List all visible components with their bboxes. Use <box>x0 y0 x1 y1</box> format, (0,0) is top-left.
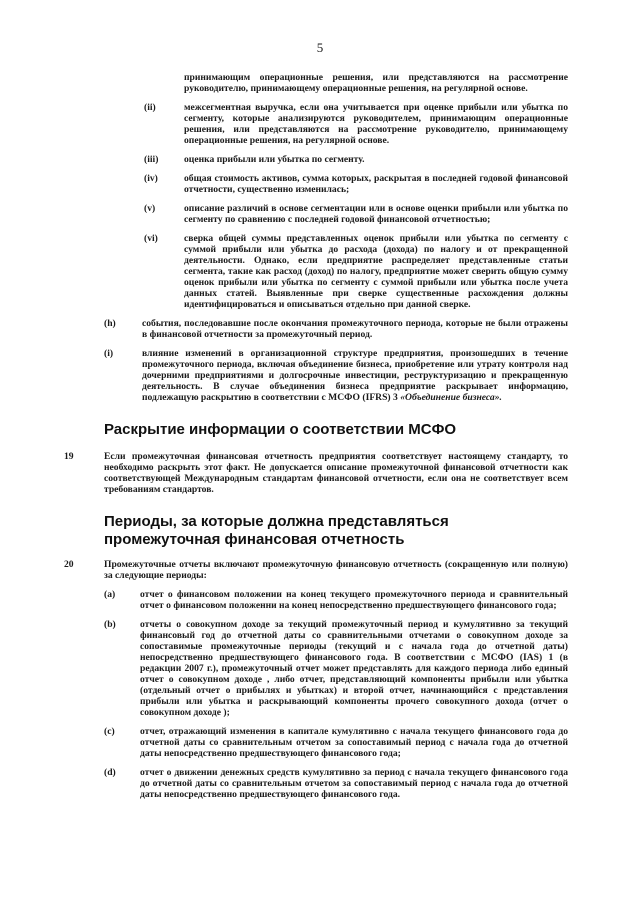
item-text-italic: «Объединение бизнеса». <box>400 392 502 403</box>
section-heading-ifrs-compliance: Раскрытие информации о соответствии МСФО <box>104 421 457 438</box>
sub-item-text: общая стоимость активов, сумма которых, раскрытая в последней годовой финансовой отчетности, существенно изменилась; <box>184 173 568 195</box>
item-text: отчет о движении денежных средств кумулятивно за период с начала текущего финансового года до отчетной даты со сравнительным отчетом за сопоставимый период с начала года до отчетной даты непосредственно предшествующего финансового года. <box>140 767 568 800</box>
page-content <box>0 72 640 800</box>
item-label: (i) <box>104 348 114 359</box>
item-text-main: влияние изменений в организационной структуре предприятия, произошедших в течение промежуточного периода, включая объединение бизнеса, приобретение или утрату контроля над дочерними предприятиями и долгосрочные инвестиции, реструктуризацию и прекращенную деятельность. В случае объединения бизнеса предприятие раскрывает информацию, подлежащую раскрытию в соответствии с МСФО (IFRS) 3 <box>142 348 568 403</box>
paragraph-20 <box>64 559 568 581</box>
item-label: (b) <box>104 619 116 630</box>
item-text <box>142 348 568 403</box>
paragraph-19 <box>64 451 568 495</box>
paragraph-20-item-a <box>104 589 568 611</box>
item-text: отчет, отражающий изменения в капитале кумулятивно с начала текущего финансового года до отчетной даты со сравнительным отчетом за сопоставимый период с начала года до отчетной даты непосредственно предшествующего финансового года; <box>140 726 568 759</box>
paragraph-number: 19 <box>64 451 74 462</box>
sub-item-ii <box>144 102 568 146</box>
sub-item-iii <box>144 154 568 165</box>
sub-item-label: (vi) <box>144 233 158 244</box>
item-label: (h) <box>104 318 116 329</box>
item-text: отчеты о совокупном доходе за текущий промежуточный период и кумулятивно за текущий финансовый год до отчетной даты со сравнительными отчетами о совокупном доходе за сопоставимые промежуточные периоды (текущий и с начала года до отчетной даты) непосредственно предшествующего финансового года. В соответствии с МСФО (IAS) 1 (в редакции 2007 г.), промежуточный отчет может представлять для каждого периода либо единый отчет о совокупном доходе , либо отчет, представляющий компоненты прибыли или убытка (отдельный отчет о прибылях и убытках) и второй отчет, начинающийся с представления прибыли или убытка и раскрывающий компоненты прочего совокупного дохода (отчет о совокупном доходе ); <box>140 619 568 718</box>
item-i <box>104 348 568 403</box>
paragraph-20-item-b <box>104 619 568 718</box>
paragraph-text: Промежуточные отчеты включают промежуточную финансовую отчетность (сокращенную или полную) за следующие периоды: <box>104 559 568 581</box>
item-label: (a) <box>104 589 116 600</box>
sub-item-iv <box>144 173 568 195</box>
sub-item-v <box>144 203 568 225</box>
paragraph-20-item-d <box>104 767 568 800</box>
sub-item-label: (iii) <box>144 154 159 165</box>
sub-item-text: оценка прибыли или убытка по сегменту. <box>184 154 365 165</box>
section-heading-interim-periods: Периоды, за которые должна представляться промежуточная финансовая отчетность <box>104 513 449 548</box>
item-h <box>104 318 568 340</box>
sub-item-text: межсегментная выручка, если она учитывается при оценке прибыли или убытка по сегменту, которые анализируются руководителем, принимающим операционные решения, или представляются на рассмотрение руководителю, принимающему операционные решения, на регулярной основе. <box>184 102 568 146</box>
item-label: (d) <box>104 767 116 778</box>
sub-item-text: описание различий в основе сегментации или в основе оценки прибыли или убытка по сегменту по сравнению с последней годовой финансовой отчетностью; <box>184 203 568 225</box>
page-number: 5 <box>316 40 324 55</box>
item-label: (c) <box>104 726 115 737</box>
sub-item-label: (v) <box>144 203 156 214</box>
sub-item-label: (ii) <box>144 102 156 113</box>
sub-item-vi <box>144 233 568 310</box>
item-text: отчет о финансовом положении на конец текущего промежуточного периода и сравнительный отчет о финансовом положенни на конец непосредственно предшествующего финансового года; <box>140 589 568 611</box>
sub-item-label: (iv) <box>144 173 158 184</box>
sub-item-text: сверка общей суммы представленных оценок прибыли или убытка по сегменту с суммой прибыли или убытка до расхода (дохода) по налогу и от прекращенной деятельности. Однако, если предприятие распределяет представленные статьи сегмента, такие как расход (доход) по налогу, предприятие может сверить общую сумму оценок прибыли или убытка по сегменту с суммой прибыли или убытка после учета данных статей. Выявленные при сверке существенные расхождения должны идентифицироваться и описываться отдельно при данной сверке. <box>184 233 568 310</box>
paragraph-text: Если промежуточная финансовая отчетность предприятия соответствует настоящему стандарту, то необходимо раскрыть этот факт. Не допускается описание промежуточной финансовой отчетности как соответствующей Международным стандартам финансовой отчетности, если она не соответствует всем требованиям стандартов. <box>104 451 568 495</box>
paragraph-20-item-c <box>104 726 568 759</box>
item-text: события, последовавшие после окончания промежуточного периода, которые не были отражены в финансовой отчетности за промежуточный период. <box>142 318 568 340</box>
paragraph-number: 20 <box>64 559 74 570</box>
continuation-text: принимающим операционные решения, или представляются на рассмотрение руководителю, принимающему операционные решения, на регулярной основе. <box>184 72 568 94</box>
